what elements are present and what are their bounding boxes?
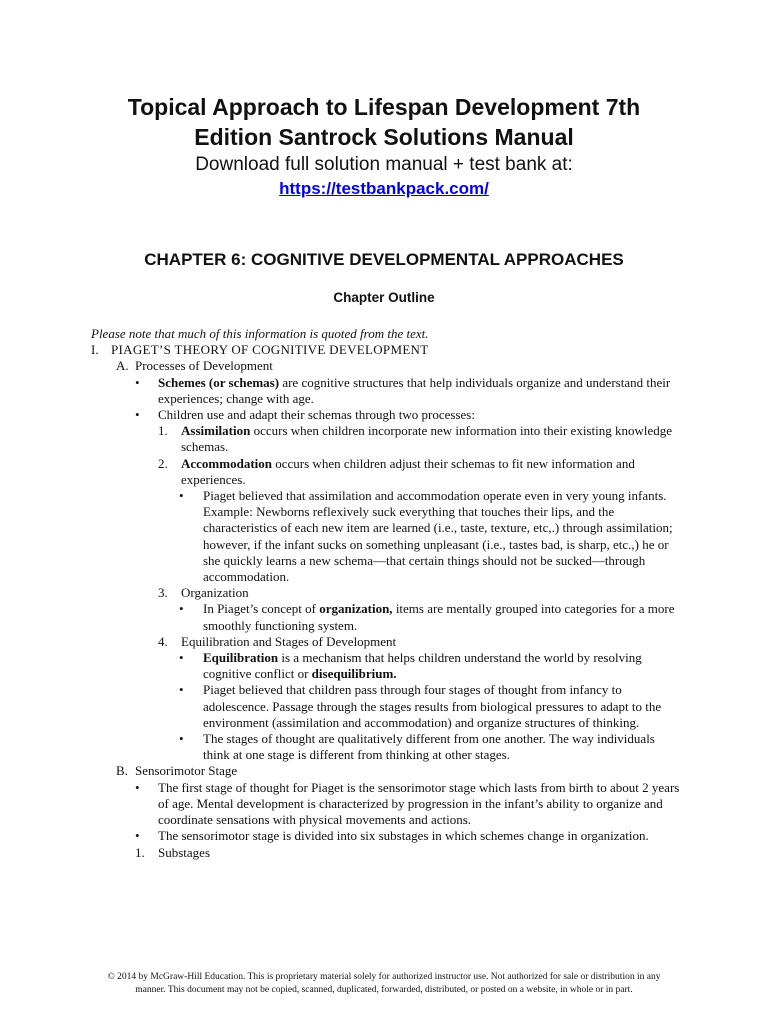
download-link[interactable]: https://testbankpack.com/ — [279, 179, 489, 198]
schemes-text: are cognitive structures that help individuals organize and understand their experiences; change with age. — [158, 374, 671, 406]
list-item — [91, 488, 681, 585]
qualitative-text: The stages of thought are qualitatively different from one another. The way individuals think at one stage is different from thinking at other stages. — [203, 731, 655, 763]
bullet-icon: • — [179, 488, 184, 504]
chapter-outline-label: Chapter Outline — [333, 290, 435, 305]
subsection-heading: Processes of Development — [135, 358, 273, 374]
bullet-icon: • — [135, 374, 140, 390]
bullet-icon: • — [135, 779, 140, 795]
list-item — [91, 845, 681, 861]
organization-heading: Organization — [181, 585, 249, 601]
list-item — [91, 601, 681, 633]
intro-note: Please note that much of this information is quoted from the text. — [91, 326, 429, 341]
section-piaget — [91, 342, 681, 358]
piaget-example-text: Piaget believed that assimilation and accommodation operate even in very young infants. Example: Newborns reflexively suck everything that touches their lips, and the characteristics of each new item are learned (i.e., taste, texture, etc,.) through assimilation; however, if the infant sucks on something unpleasant (i.e., tastes bad, is sharp, etc.,) he or she quickly learns a new schema—that certain things should not be sucked—through accommodation. — [203, 488, 673, 585]
title-line-2: Edition Santrock Solutions Manual — [194, 124, 574, 150]
assimilation-text: occurs when children incorporate new information into their existing knowledge schemas. — [181, 423, 672, 455]
download-text: Download full solution manual + test bank at: — [195, 154, 573, 175]
subsection-heading: Sensorimotor Stage — [135, 763, 238, 779]
list-item — [91, 375, 681, 407]
term-assimilation: Assimilation — [181, 423, 251, 439]
list-item — [91, 634, 681, 650]
list-item — [91, 780, 681, 829]
subsection-marker: A. — [116, 358, 129, 374]
footer-line-2: manner. This document may not be copied, scanned, duplicated, forwarded, distributed, or posted on a website, in whole or in part. — [135, 984, 633, 995]
bullet-icon: • — [179, 682, 184, 698]
outline-body — [91, 326, 681, 861]
subsection-marker: B. — [116, 763, 128, 779]
subsection-sensorimotor — [91, 763, 681, 779]
bullet-icon: • — [179, 731, 184, 747]
equilibration-text: is a mechanism that helps children understand the world by resolving cognitive conflict or — [203, 650, 642, 682]
list-item — [91, 407, 681, 423]
item-number: 1. — [158, 423, 168, 439]
equilibration-heading: Equilibration and Stages of Development — [181, 633, 397, 649]
bullet-icon: • — [135, 407, 140, 423]
document-title — [0, 92, 768, 152]
item-number: 3. — [158, 585, 168, 601]
list-item — [91, 650, 681, 682]
term-accommodation: Accommodation — [181, 455, 272, 471]
adapt-text: Children use and adapt their schemas through two processes: — [158, 407, 475, 423]
document-header — [0, 92, 768, 201]
term-equilibration: Equilibration — [203, 650, 279, 666]
footer-line-1: © 2014 by McGraw-Hill Education. This is proprietary material solely for authorized instructor use. Not authorized for sale or distribution in any — [107, 972, 661, 982]
sensorimotor-text-1: The first stage of thought for Piaget is the sensorimotor stage which lasts from birth to about 2 years of age. Mental development is characterized by progression in the infant’s ability to organize and coordinate sensations with physical movements and actions. — [158, 779, 680, 828]
organization-post: items are mentally grouped into categories for a more smoothly functioning system. — [203, 601, 675, 633]
term-organization: organization, — [319, 601, 393, 617]
term-disequilibrium: disequilibrium. — [311, 666, 397, 682]
section-heading: PIAGET’S THEORY OF COGNITIVE DEVELOPMENT — [111, 342, 429, 358]
sensorimotor-text-2: The sensorimotor stage is divided into six substages in which schemes change in organization. — [158, 828, 649, 844]
list-item — [91, 423, 681, 455]
bullet-icon: • — [179, 650, 184, 666]
organization-pre: In Piaget’s concept of — [203, 601, 320, 617]
item-number: 4. — [158, 633, 168, 649]
list-item — [91, 828, 681, 844]
bullet-icon: • — [135, 828, 140, 844]
bullet-icon: • — [179, 601, 184, 617]
four-stages-text: Piaget believed that children pass through four stages of thought from infancy to adolescence. Passage through the stages results from biological pressures to adapt to the environment (assimilation and accommodation) and organize structures of thinking. — [203, 682, 662, 730]
list-item — [91, 585, 681, 601]
item-number: 2. — [158, 455, 168, 471]
accommodation-text: occurs when children adjust their schemas to fit new information and experiences. — [181, 455, 635, 487]
list-item — [91, 682, 681, 731]
subsection-processes — [91, 358, 681, 374]
term-schemes: Schemes (or schemas) — [158, 374, 280, 390]
copyright-footer — [84, 971, 684, 996]
list-item — [91, 456, 681, 488]
title-line-1: Topical Approach to Lifespan Development 7th — [127, 94, 641, 120]
substages-heading: Substages — [158, 844, 210, 860]
list-item — [91, 731, 681, 763]
item-number: 1. — [135, 844, 145, 860]
chapter-title: CHAPTER 6: COGNITIVE DEVELOPMENTAL APPROACHES — [144, 250, 624, 269]
section-marker: I. — [91, 342, 99, 358]
